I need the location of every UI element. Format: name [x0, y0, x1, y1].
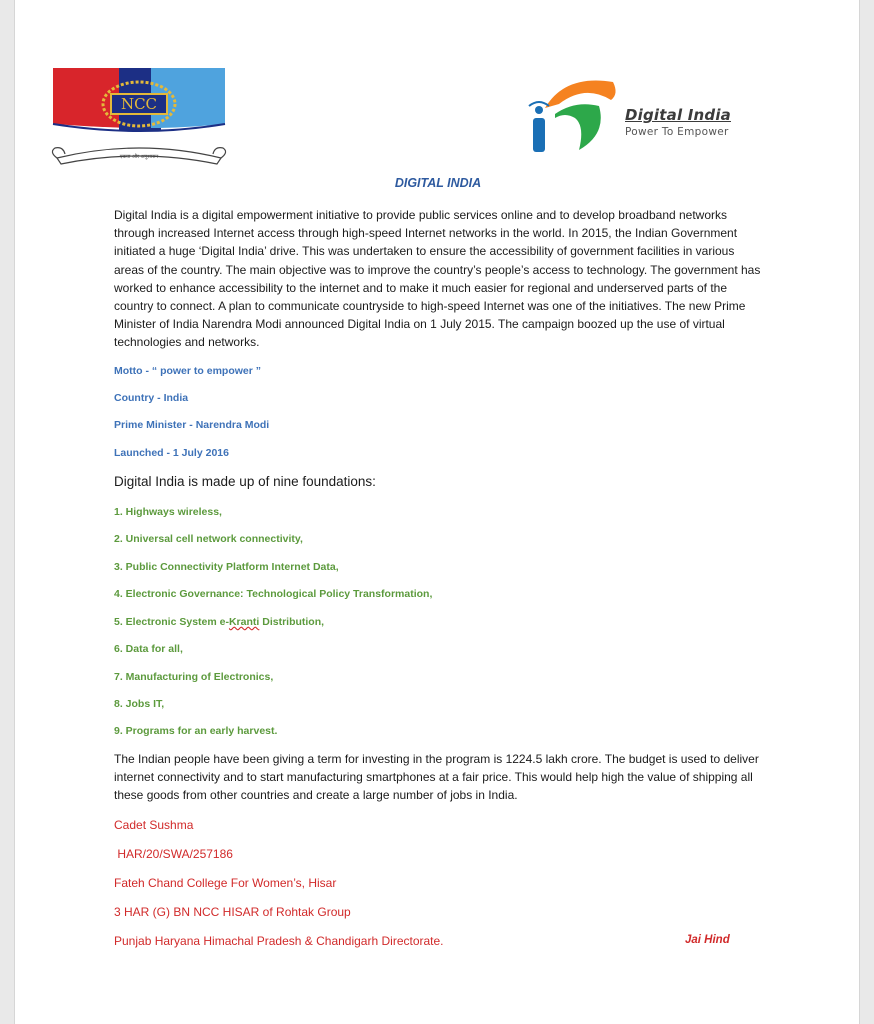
document-page — [14, 0, 860, 1024]
foundation-item: 2. Universal cell network connectivity, — [114, 533, 303, 545]
ncc-banner-text: एकता और अनुशासन — [119, 154, 159, 160]
fact-motto: Motto - “ power to empower ” — [114, 365, 261, 377]
foundation-item: 3. Public Connectivity Platform Internet Data, — [114, 561, 339, 573]
foundation-item-prefix: 5. Electronic System e- — [114, 616, 229, 628]
budget-paragraph: The Indian people have been giving a term for investing in the program is 1224.5 lakh crore. The budget is used to deliver internet connectivity and to start manufacturing smartphones at a fair price. This would help high the value of shipping all these goods from other countries and create a large number of jobs in India. — [114, 752, 759, 803]
fact-country: Country - India — [114, 392, 189, 404]
signature-name: Cadet Sushma — [114, 818, 194, 832]
ncc-logo — [51, 66, 227, 170]
foundation-item: 6. Data for all, — [114, 643, 183, 655]
signature-directorate: Punjab Haryana Himachal Pradesh & Chandigarh Directorate. — [114, 934, 444, 948]
foundation-item: 8. Jobs IT, — [114, 698, 165, 710]
foundations-heading: Digital India is made up of nine foundations: — [114, 474, 376, 489]
foundation-item: 9. Programs for an early harvest. — [114, 725, 278, 737]
digital-india-title: Digital India — [625, 106, 731, 124]
digital-india-tagline: Power To Empower — [625, 126, 729, 138]
fact-prime-minister: Prime Minister - Narendra Modi — [114, 419, 270, 431]
closing-salutation: Jai Hind — [685, 934, 730, 946]
signature-college: Fateh Chand College For Women’s, Hisar — [114, 876, 337, 890]
intro-paragraph: Digital India is a digital empowerment initiative to provide public services online and to develop broadband networks through increased Internet access through high-speed Internet networks in the world. In 2015, the Indian Government initiated a huge ‘Digital India’ drive. This was undertaken to ensure the accessibility of government facilities in various areas of the country. The main objective was to improve the country’s people’s access to technology. The government has worked to enhance accessibility to the internet and to make it much easier for regional and underserved parts of the country to connect. A plan to communicate countryside to high-speed Internet was one of the initiatives. The new Prime Minister of India Narendra Modi announced Digital India on 1 July 2015. The campaign boozed up the use of virtual technologies and networks. — [114, 208, 761, 350]
foundation-item-suffix: Distribution, — [259, 616, 325, 628]
digital-india-logo — [515, 74, 761, 160]
foundation-item — [114, 616, 324, 628]
fact-launched: Launched - 1 July 2016 — [114, 447, 229, 459]
foundation-item: 1. Highways wireless, — [114, 506, 222, 518]
ncc-logo-text: NCC — [120, 95, 158, 113]
signature-unit: 3 HAR (G) BN NCC HISAR of Rohtak Group — [114, 905, 351, 919]
foundation-item: 7. Manufacturing of Electronics, — [114, 671, 274, 683]
spellcheck-word: Kranti — [228, 616, 260, 628]
document-heading: DIGITAL INDIA — [394, 176, 482, 190]
foundation-item: 4. Electronic Governance: Technological Policy Transformation, — [114, 588, 433, 600]
signature-id: HAR/20/SWA/257186 — [114, 847, 233, 861]
